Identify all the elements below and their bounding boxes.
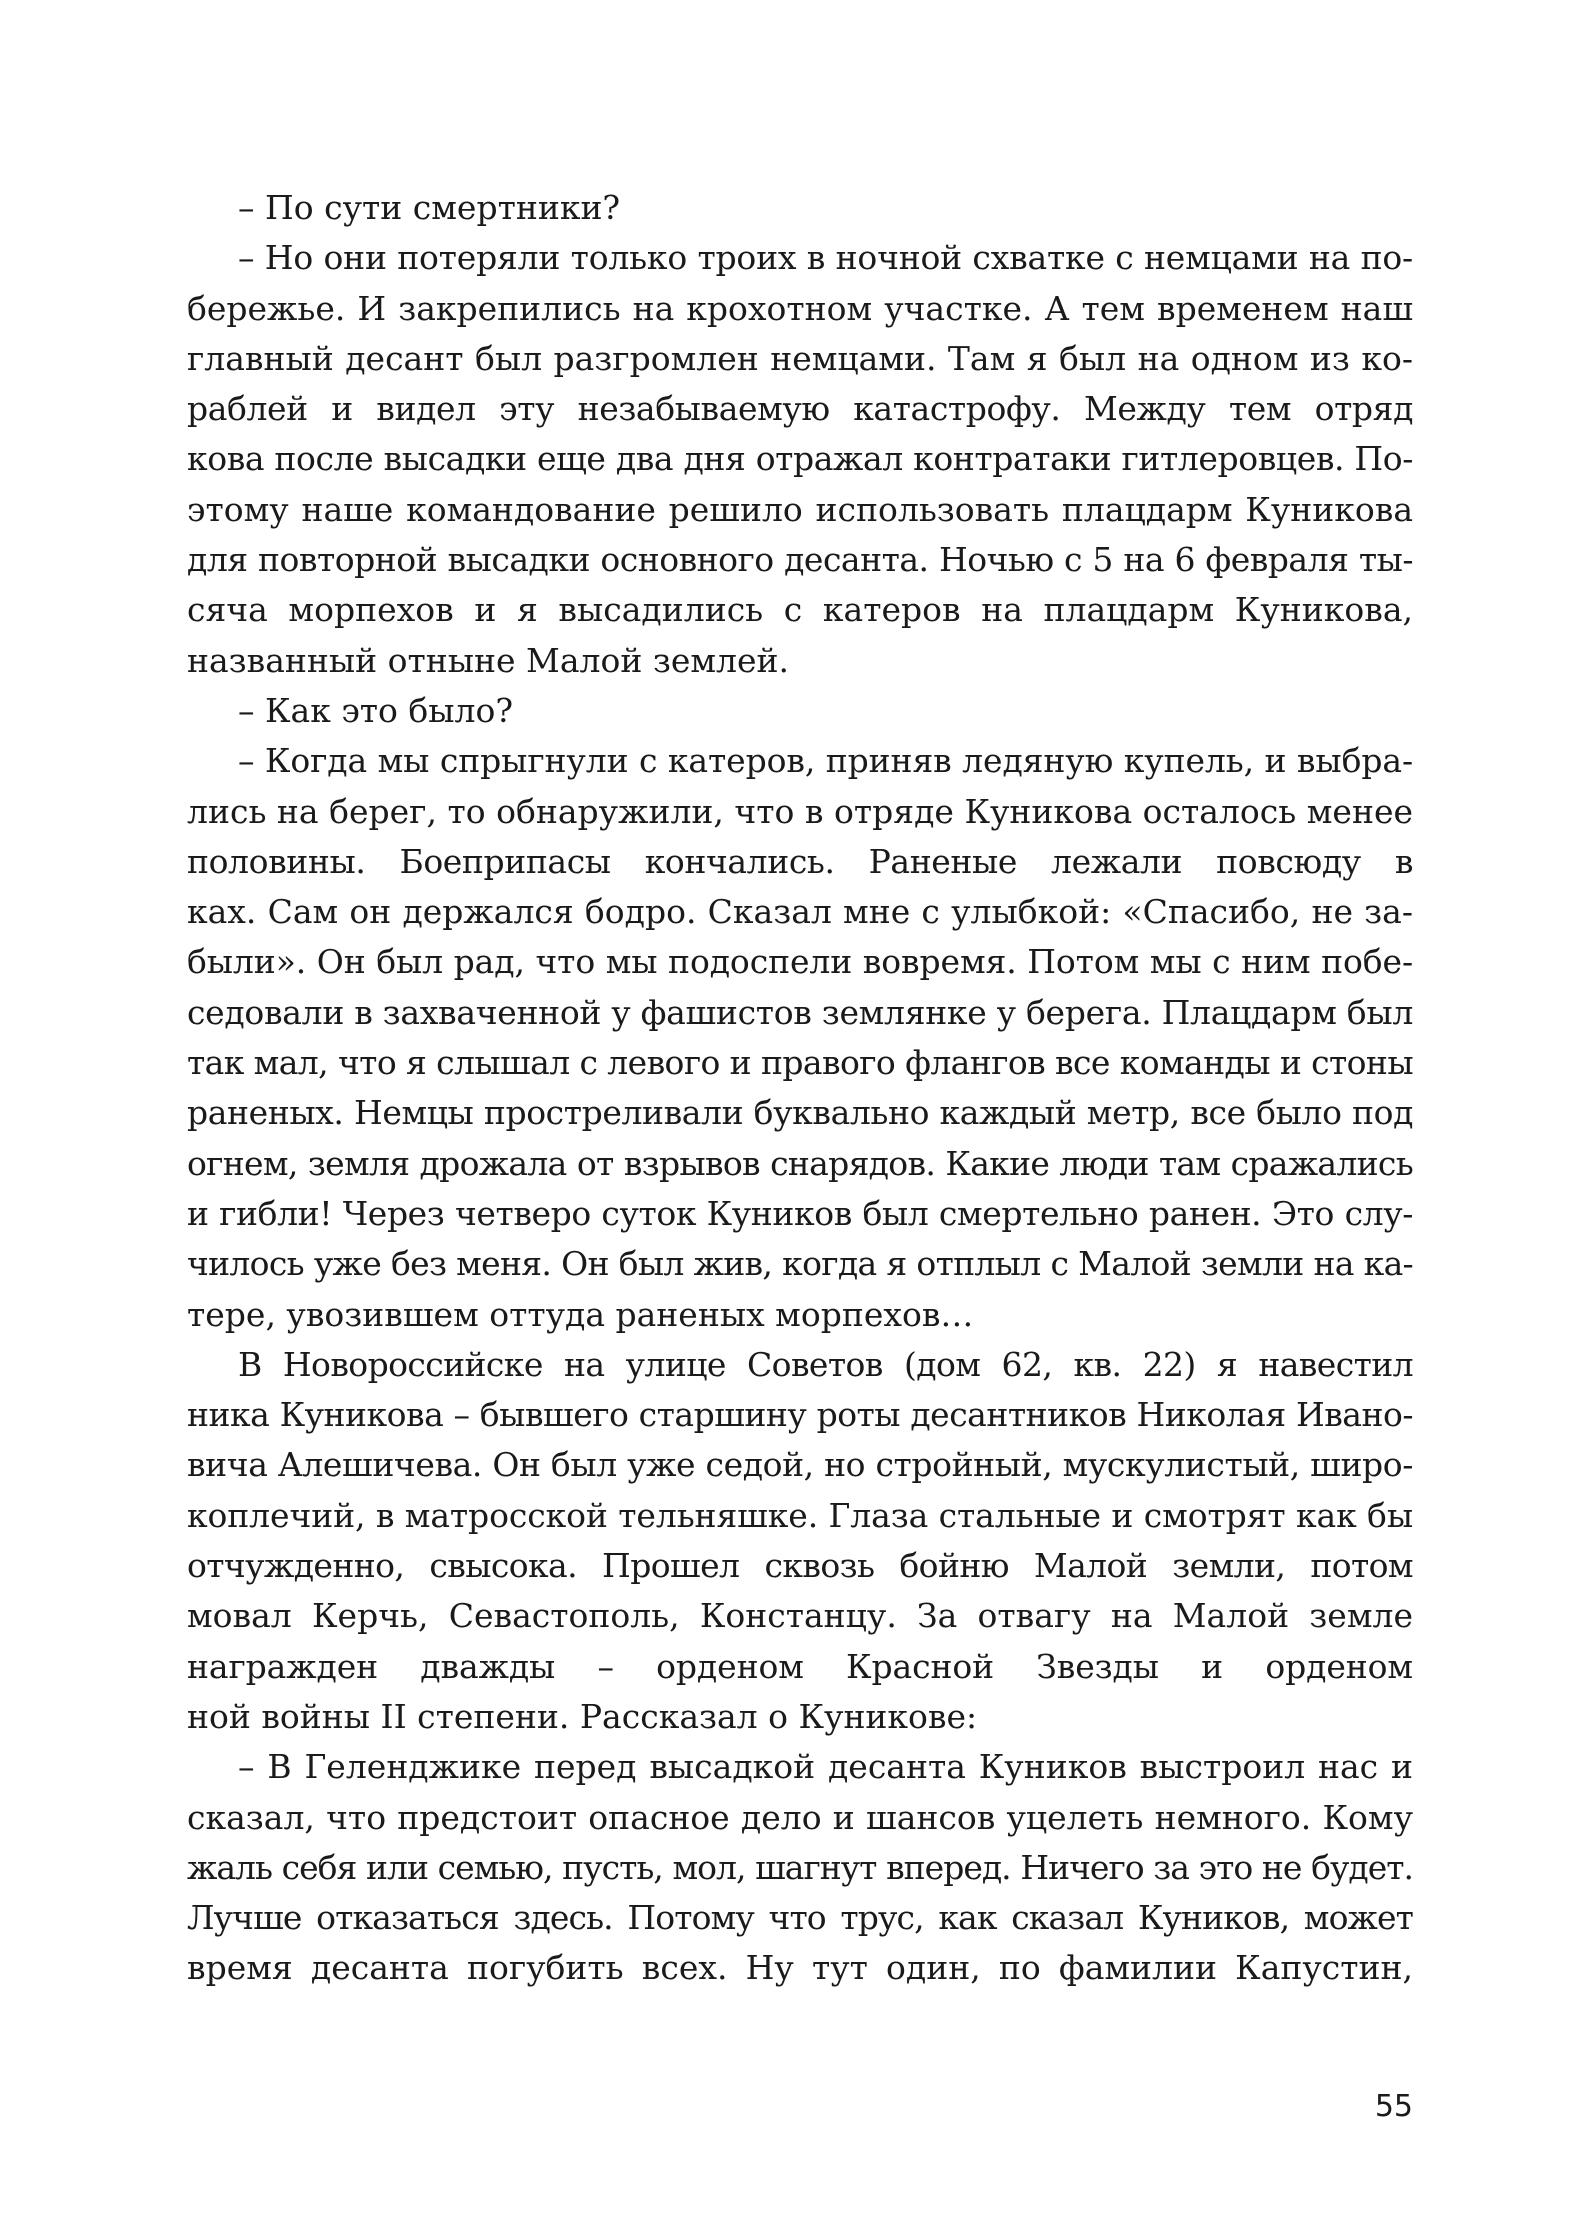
text-line: для повторной высадки основного десанта. Ночью с 5 на 6 февраля ты- [187, 540, 1413, 580]
text-line: чилось уже без меня. Он был жив, когда я отплыл с Малой земли на ка- [187, 1244, 1413, 1284]
text-line: В Новороссийске на улице Советов (дом 62, кв. 22) я навестил [238, 1344, 1413, 1384]
text-line: коплечий, в матросской тельняшке. Глаза стальные и смотрят как бы [187, 1495, 1413, 1535]
text-line: мовал Керчь, Севастополь, Констанцу. За отвагу на Малой земле [187, 1596, 1413, 1636]
text-line: время десанта погубить всех. Ну тут один, по фамилии Капустин, [187, 1948, 1413, 1988]
text-line: ника Куникова – бывшего старшину роты десантников Николая Ивано- [187, 1395, 1413, 1435]
text-line: лись на берег, то обнаружили, что в отряде Куникова осталось менее [187, 791, 1413, 831]
text-line: – Когда мы спрыгнули с катеров, приняв ледяную купель, и выбра- [238, 741, 1413, 781]
text-line: ках. Сам он держался бодро. Сказал мне с улыбкой: «Спасибо, не за- [187, 892, 1413, 932]
text-line: жаль себя или семью, пусть, мол, шагнут вперед. Ничего за это не будет. [187, 1847, 1413, 1887]
text-line: главный десант был разгромлен немцами. Там я был на одном из ко- [187, 338, 1413, 378]
text-line: кова после высадки еще два дня отражал контратаки гитлеровцев. По- [187, 439, 1413, 479]
text-line: – Как это было? [238, 690, 514, 730]
text-line: – По сути смертники? [238, 188, 621, 227]
text-line: сказал, что предстоит опасное дело и шансов уцелеть немного. Кому [187, 1797, 1413, 1837]
text-line: Лучше отказаться здесь. Потому что трус, как сказал Куников, может [187, 1898, 1413, 1938]
page-number: 55 [1374, 2089, 1413, 2124]
text-line: сяча морпехов и я высадились с катеров на плацдарм Куникова, [187, 590, 1413, 630]
text-line: этому наше командование решило использовать плацдарм Куникова [187, 489, 1413, 529]
text-line: – Но они потеряли только троих в ночной схватке с немцами на по- [238, 238, 1413, 278]
text-line: бережье. И закрепились на крохотном участке. А тем временем наш [187, 288, 1413, 328]
text-line: раблей и видел эту незабываемую катастрофу. Между тем отряд [187, 389, 1413, 429]
body-text [187, 183, 1413, 1994]
text-line: – В Геленджике перед высадкой десанта Куников выстроил нас и [238, 1747, 1413, 1787]
text-line: отчужденно, свысока. Прошел сквозь бойню Малой земли, потом [187, 1546, 1413, 1586]
text-line: огнем, земля дрожала от взрывов снарядов. Какие люди там сражались [187, 1143, 1413, 1183]
text-line: вича Алешичева. Он был уже седой, но стройный, мускулистый, широ- [187, 1445, 1413, 1485]
text-line: так мал, что я слышал с левого и правого флангов все команды и стоны [187, 1043, 1413, 1083]
text-line: половины. Боеприпасы кончались. Раненые лежали повсюду в [187, 841, 1413, 881]
text-line: седовали в захваченной у фашистов землянке у берега. Плацдарм был [187, 992, 1413, 1032]
text-line: тере, увозившем оттуда раненых морпехов… [187, 1294, 974, 1334]
text-line: награжден дважды – орденом Красной Звезды и орденом [187, 1646, 1413, 1686]
text-line: названный отныне Малой землей. [187, 640, 790, 680]
text-line: и гибли! Через четверо суток Куников был смертельно ранен. Это слу- [187, 1193, 1413, 1233]
text-line: были». Он был рад, что мы подоспели вовремя. Потом мы с ним побе- [187, 942, 1413, 982]
text-line: ной войны II степени. Рассказал о Куникове: [187, 1696, 978, 1736]
text-line: раненых. Немцы простреливали буквально каждый метр, все было под [187, 1093, 1413, 1133]
